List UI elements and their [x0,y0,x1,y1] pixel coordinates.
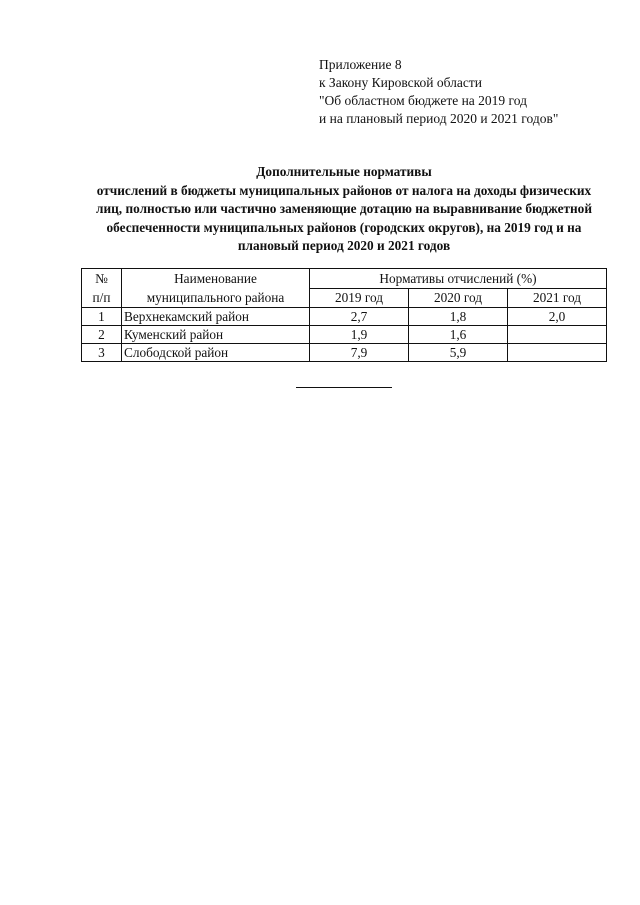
appendix-line: "Об областном бюджете на 2019 год [319,93,527,108]
value-2019: 1,9 [310,326,409,344]
appendix-line: к Закону Кировской области [319,75,483,90]
value-2020: 5,9 [409,344,508,362]
row-number: 3 [82,344,122,362]
value-2019: 7,9 [310,344,409,362]
column-header-district [122,269,310,308]
title-line: отчислений в бюджеты муниципальных районов от налога на доходы физических [96,182,592,198]
header-name-line2: муниципального района [146,290,285,305]
appendix-line: и на плановый период 2020 и 2021 годов" [319,111,559,126]
header-num-line1: № [95,271,108,286]
table-row [82,326,607,344]
header-num-line2: п/п [92,290,111,305]
header-name-line1: Наименование [174,271,257,286]
document-title [80,163,608,256]
column-header-norms: Нормативы отчислений (%) [310,269,607,289]
district-name: Слободской район [122,344,310,362]
appendix-reference [319,56,558,128]
norms-table [81,268,607,362]
column-header-2019: 2019 год [310,288,409,308]
district-name: Куменский район [122,326,310,344]
title-line: Дополнительные нормативы [256,164,432,179]
column-header-2020: 2020 год [409,288,508,308]
title-line: лиц, полностью или частично заменяющие дотацию на выравнивание бюджетной [96,201,592,217]
column-header-number [82,269,122,308]
appendix-line: Приложение 8 [319,57,402,72]
table-header-row [82,269,607,289]
district-name: Верхнекамский район [122,308,310,326]
value-2019: 2,7 [310,308,409,326]
value-2021 [508,344,607,362]
value-2020: 1,8 [409,308,508,326]
row-number: 1 [82,308,122,326]
table-row [82,308,607,326]
row-number: 2 [82,326,122,344]
value-2021: 2,0 [508,308,607,326]
end-divider [296,387,392,388]
column-header-2021: 2021 год [508,288,607,308]
table-row [82,344,607,362]
value-2020: 1,6 [409,326,508,344]
value-2021 [508,326,607,344]
title-line: плановый период 2020 и 2021 годов [237,238,451,254]
title-line: обеспеченности муниципальных районов (городских округов), на 2019 год и на [106,219,582,235]
